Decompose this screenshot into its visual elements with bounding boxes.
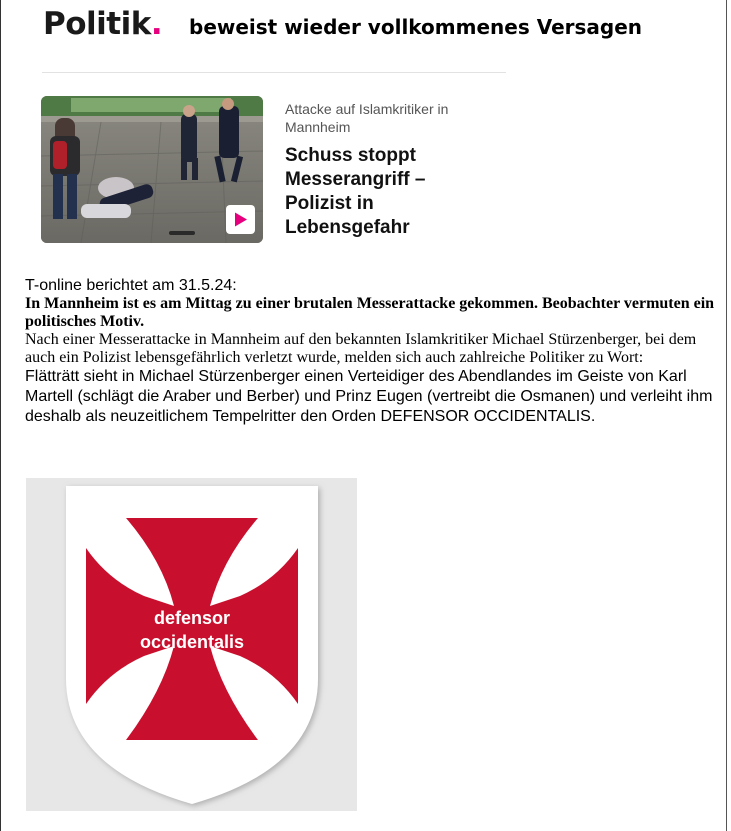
article-text <box>25 277 717 427</box>
header-divider <box>42 72 506 73</box>
play-icon <box>233 211 249 228</box>
page-frame-right <box>726 0 727 831</box>
play-button[interactable] <box>226 205 255 234</box>
order-emblem <box>26 478 357 811</box>
teaser-title-link[interactable]: Schuss stoppt Messerangriff – Polizist in Lebensgefahr <box>285 145 426 238</box>
author-comment: Flätträtt sieht in Michael Stürzenberger einen Verteidiger des Abendlandes im Geiste von Karl Martell (schlägt die Araber und Berber) und Prinz Eugen (vertreibt die Osmanen) und verleiht ihm deshalb als neuzeitlichem Tempelritter den Orden DEFENSOR OCCIDENTALIS. <box>25 368 713 425</box>
page-headline: beweist wieder vollkommenes Versagen <box>189 15 643 39</box>
source-intro: T-online berichtet am 31.5.24: <box>25 277 237 294</box>
templar-shield-icon <box>26 478 357 811</box>
page-frame-left <box>0 0 1 831</box>
site-logo[interactable]: Politik. <box>43 6 163 42</box>
quote-body: Nach einer Messerattacke in Mannheim auf den bekannten Islamkritiker Michael Stürzenberger, bei dem auch ein Polizist lebensgefährlich verletzt wurde, melden sich auch zahlreiche Politiker zu Wort: <box>25 331 697 366</box>
teaser-kicker[interactable]: Attacke auf Islamkritiker in Mannheim <box>285 101 449 135</box>
quote-lead: In Mannheim ist es am Mittag zu einer brutalen Messerattacke gekommen. Beobachter vermuten ein politisches Motiv. <box>25 295 715 330</box>
emblem-line-2: occidentalis <box>139 632 245 652</box>
emblem-line-1: defensor <box>153 608 231 628</box>
